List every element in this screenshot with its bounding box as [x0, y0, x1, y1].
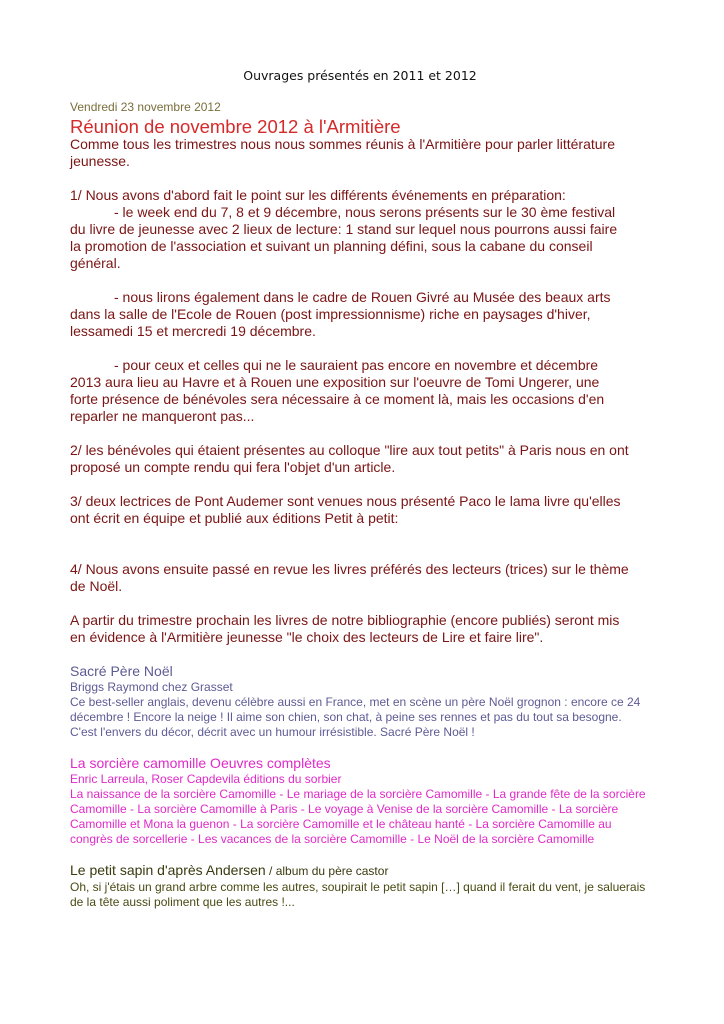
book-entry: [70, 861, 650, 910]
book-description-line: Camomille et Mona la guenon - La sorcière Camomille et le château hanté - La sorcière Camomille au: [70, 817, 612, 831]
book-title: Sacré Père Noël: [70, 663, 173, 679]
point-1-paragraph: 1/ Nous avons d'abord fait le point sur les différents événements en préparation: - le week end du 7, 8 et 9 décembre, nous serons présents sur le 30 ème festival du livre de jeunesse avec 2 lieux de lecture: 1 stand sur lequel nous pourrons aussi faire la promotion de l'association et suivant un planning défini, sous la cabane du conseil général.: [70, 187, 618, 271]
book-description-line: C'est l'envers du décor, décrit avec un humour irrésistible. Sacré Père Noël !: [70, 725, 475, 739]
book-description-line: Ce best-seller anglais, devenu célèbre aussi en France, met en scène un père Noël grognon : encore ce 24: [70, 695, 641, 709]
book-author: Enric Larreula, Roser Capdevila éditions du sorbier: [70, 772, 342, 786]
book-title: Le petit sapin d'après Andersen / album du père castor: [70, 862, 389, 878]
point-3-paragraph: 3/ deux lectrices de Pont Audemer sont venues nous présenté Paco le lama livre qu'elles ont écrit en équipe et publié aux éditions Petit à petit:: [70, 493, 621, 526]
post-body: [70, 136, 650, 646]
book-subtitle: / album du père castor: [265, 864, 389, 878]
point-1c-paragraph: - pour ceux et celles qui ne le sauraient pas encore en novembre et décembre 2013 aura lieu au Havre et à Rouen une exposition sur l'oeuvre de Tomi Ungerer, une forte présence de bénévoles sera nécessaire à ce moment là, mais les occasions d'en reparler ne manqueront pas...: [70, 357, 605, 424]
point-1b-paragraph: - nous lirons également dans le cadre de Rouen Givré au Musée des beaux arts dans la salle de l'Ecole de Rouen (post impressionnisme) riche en paysages d'hiver, lessamedi 15 et mercredi 19 décembre.: [70, 289, 611, 339]
book-description-line: Oh, si j'étais un grand arbre comme les autres, soupirait le petit sapin […] quand il ferait du vent, je saluerais: [70, 880, 646, 894]
point-2-paragraph: 2/ les bénévoles qui étaient présentes au colloque "lire aux tout petits" à Paris nous en ont proposé un compte rendu qui fera l'objet d'un article.: [70, 442, 629, 475]
point-4-paragraph: 4/ Nous avons ensuite passé en revue les livres préférés des lecteurs (trices) sur le thème de Noël.: [70, 561, 629, 594]
book-author: Briggs Raymond chez Grasset: [70, 680, 233, 694]
post-title: Réunion de novembre 2012 à l'Armitière: [70, 116, 401, 137]
book-description-line: congrès de sorcellerie - Les vacances de la sorcière Camomille - Le Noël de la sorcière Camomille: [70, 832, 595, 846]
post-date: Vendredi 23 novembre 2012: [70, 100, 221, 114]
book-description-line: La naissance de la sorcière Camomille - Le mariage de la sorcière Camomille - La grande fête de la sorcière: [70, 787, 646, 801]
book-description-line: décembre ! Encore la neige ! Il aime son chien, son chat, à peine ses rennes et pas du tout sa besogne.: [70, 710, 622, 724]
book-entry: [70, 662, 650, 740]
book-description-line: Camomille - La sorcière Camomille à Paris - Le voyage à Venise de la sorcière Camomille - La sorcière: [70, 802, 619, 816]
book-title: La sorcière camomille Oeuvres complètes: [70, 755, 331, 771]
page-header: Ouvrages présentés en 2011 et 2012: [243, 68, 477, 83]
book-description-line: de la tête aussi poliment que les autres !...: [70, 895, 295, 909]
conclusion-paragraph: A partir du trimestre prochain les livres de notre bibliographie (encore publiés) seront mis en évidence à l'Armitière jeunesse "le choix des lecteurs de Lire et faire lire".: [70, 612, 620, 645]
intro-paragraph: Comme tous les trimestres nous nous sommes réunis à l'Armitière pour parler littérature jeunesse.: [70, 136, 615, 169]
book-entry: [70, 754, 650, 847]
